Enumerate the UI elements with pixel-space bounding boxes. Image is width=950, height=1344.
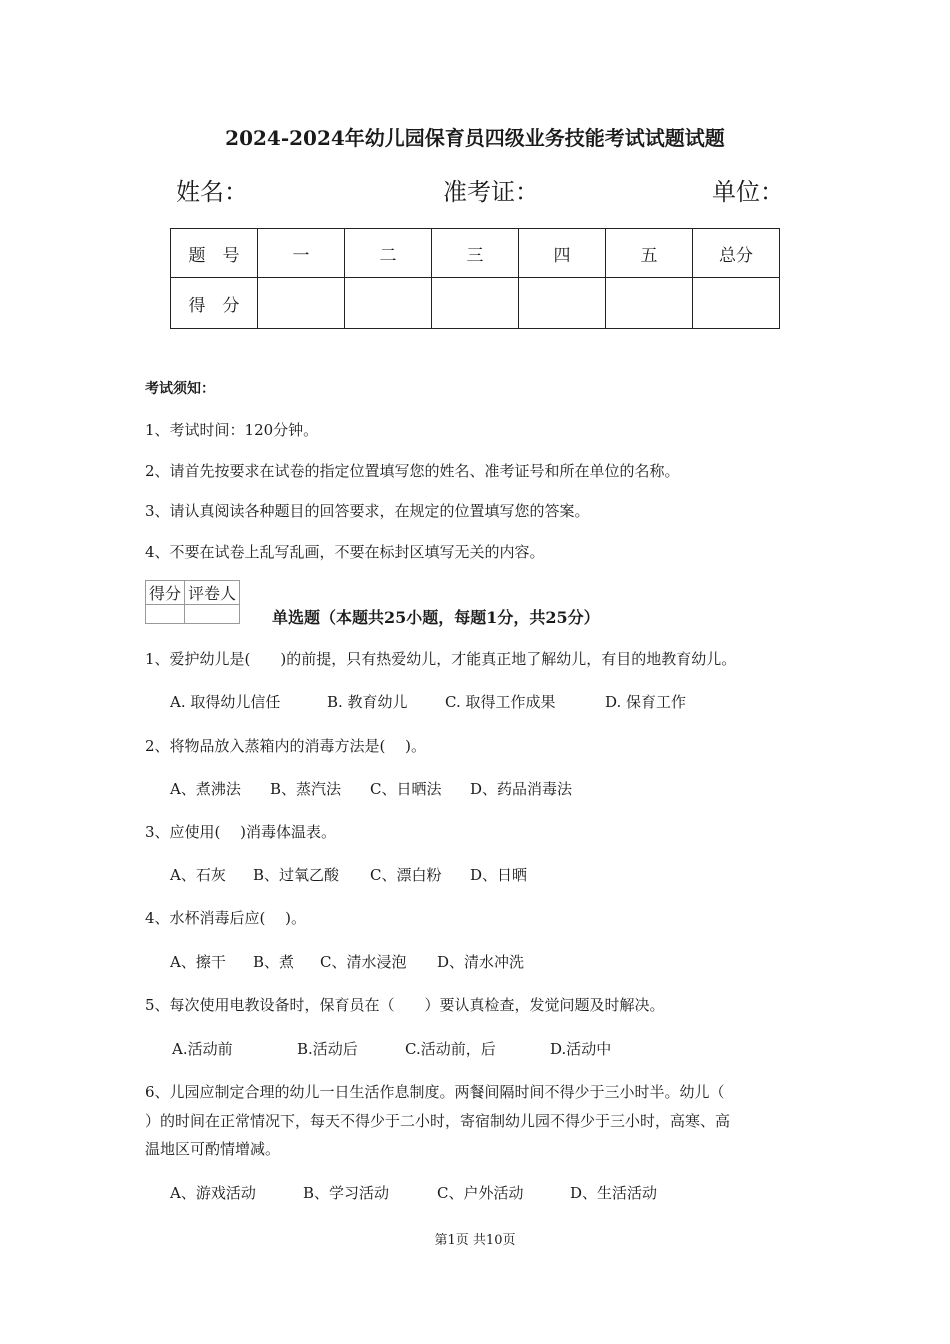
score-table [170,228,780,329]
question-option: C、日晒法 [370,780,442,798]
score-table-header-row [171,229,780,278]
score-row-label: 得 分 [171,278,258,329]
grader-box-header [146,581,240,605]
grader-name-cell [185,605,240,624]
question-stem-line: 温地区可酌情增减。 [145,1140,281,1158]
page-title: 2024-2024年幼儿园保育员四级业务技能考试试题试题 [225,126,725,150]
grader-box [145,580,240,624]
score-header-cell: 一 [258,229,345,278]
score-header-cell: 总分 [693,229,780,278]
question-option: D、日晒 [470,866,528,884]
grader-box-blank-row [146,605,240,624]
question-stem-line: 6、儿园应制定合理的幼儿一日生活作息制度。两餐间隔时间不得少于三小时半。幼儿（ [145,1083,725,1101]
question-option: B、煮 [253,953,295,971]
score-cell [606,278,693,329]
question-stem-line: ）的时间在正常情况下，每天不得少于二小时，寄宿制幼儿园不得少于三小时，高寒、高 [145,1112,731,1130]
grader-score-label: 得分 [146,581,185,605]
question-option: D、药品消毒法 [470,780,573,798]
question-option: C、户外活动 [437,1184,524,1202]
score-cell [693,278,780,329]
question-option: C. 取得工作成果 [445,693,556,711]
question-option: A. 取得幼儿信任 [170,693,281,711]
grader-score-cell [146,605,185,624]
score-header-cell: 三 [432,229,519,278]
exam-id-label: 准考证： [443,178,539,206]
question-option: B、学习活动 [303,1184,390,1202]
notice-item: 1、考试时间：120分钟。 [145,421,319,439]
question-option: C.活动前，后 [405,1040,496,1058]
question-option: D、清水冲洗 [437,953,525,971]
notice-heading: 考试须知： [145,381,215,397]
question-stem: 1、爱护幼儿是( )的前提，只有热爱幼儿，才能真正地了解幼儿，有目的地教育幼儿。 [145,650,737,668]
score-header-cell: 五 [606,229,693,278]
score-header-cell: 四 [519,229,606,278]
score-cell [345,278,432,329]
question-stem: 2、将物品放入蒸箱内的消毒方法是( )。 [145,737,427,755]
question-option: C、清水浸泡 [320,953,407,971]
question-option: B、蒸汽法 [270,780,342,798]
question-option: D. 保育工作 [605,693,687,711]
question-option: D、生活活动 [570,1184,658,1202]
question-option: D.活动中 [550,1040,612,1058]
question-option: A.活动前 [172,1040,233,1058]
page-footer: 第1页 共10页 [434,1233,516,1248]
question-stem: 4、水杯消毒后应( )。 [145,909,307,927]
question-stem: 3、应使用( )消毒体温表。 [145,823,337,841]
question-option: A、煮沸法 [170,780,241,798]
score-table-score-row [171,278,780,329]
question-option: B. 教育幼儿 [327,693,408,711]
score-header-cell: 题 号 [171,229,258,278]
grader-name-label: 评卷人 [185,581,240,605]
score-cell [519,278,606,329]
question-option: C、漂白粉 [370,866,442,884]
question-option: B.活动后 [297,1040,358,1058]
score-cell [258,278,345,329]
question-option: A、游戏活动 [170,1184,256,1202]
question-option: A、擦干 [170,953,226,971]
score-cell [432,278,519,329]
notice-item: 4、不要在试卷上乱写乱画，不要在标封区填写无关的内容。 [145,543,545,561]
question-stem: 5、每次使用电教设备时，保育员在（ ）要认真检查，发觉问题及时解决。 [145,996,665,1014]
notice-item: 2、请首先按要求在试卷的指定位置填写您的姓名、准考证号和所在单位的名称。 [145,462,680,480]
name-label: 姓名： [176,178,248,206]
section-title: 单选题（本题共25小题，每题1分，共25分） [272,608,600,627]
score-header-cell: 二 [345,229,432,278]
question-option: A、石灰 [170,866,226,884]
question-option: B、过氧乙酸 [253,866,340,884]
unit-label: 单位： [712,178,784,206]
notice-item: 3、请认真阅读各种题目的回答要求，在规定的位置填写您的答案。 [145,502,590,520]
